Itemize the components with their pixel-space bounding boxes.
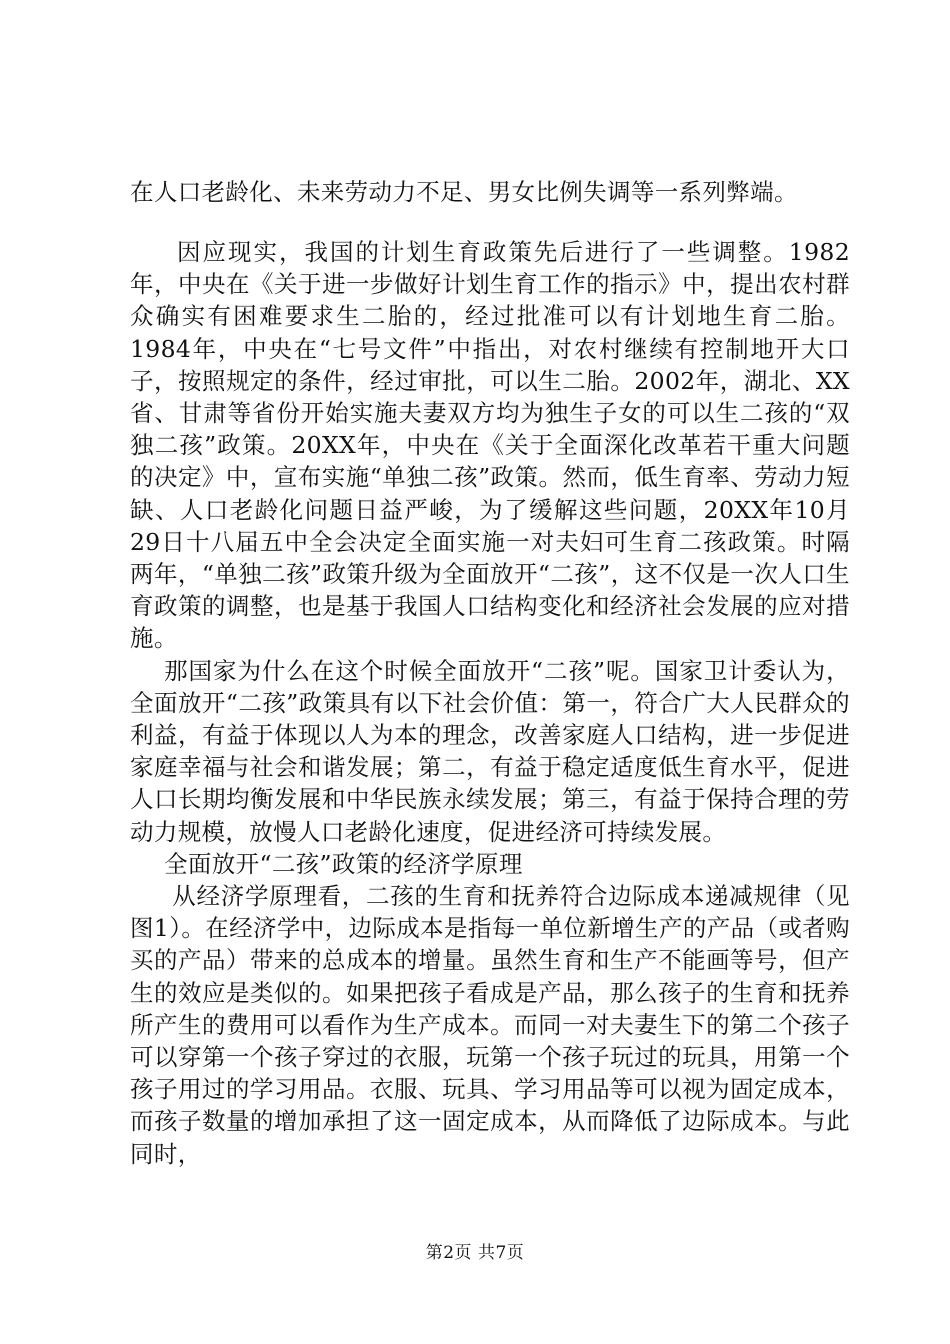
- paragraph-social-value: 那国家为什么在这个时候全面放开“二孩”呢。国家卫计委认为，全面放开“二孩”政策具有以下社会价值：第一，符合广大人民群众的利益，有益于体现以人为本的理念，改善家庭人口结构，进一步促进家庭幸福与社会和谐发展；第二，有益于稳定适度低生育水平，促进人口长期均衡发展和中华民族永续发展；第三，有益于保持合理的劳动力规模，放慢人口老龄化速度，促进经济可持续发展。: [130, 656, 850, 846]
- continuation-line: 在人口老龄化、未来劳动力不足、男女比例失调等一系列弊端。: [130, 178, 798, 206]
- body-text: [130, 236, 850, 1170]
- page-number-footer: 第2页 共7页: [425, 1243, 525, 1263]
- paragraph-marginal-cost: 从经济学原理看，二孩的生育和抚养符合边际成本递减规律（见图1）。在经济学中，边际成本是指每一单位新增生产的产品（或者购买的产品）带来的总成本的增量。虽然生育和生产不能画等号，但产生的效应是类似的。如果把孩子看成是产品，那么孩子的生育和抚养所产生的费用可以看作为生产成本。而同一对夫妻生下的第二个孩子可以穿第一个孩子穿过的衣服，玩第一个孩子玩过的玩具，用第一个孩子用过的学习用品。衣服、玩具、学习用品等可以视为固定成本，而孩子数量的增加承担了这一固定成本，从而降低了边际成本。与此同时，: [130, 882, 850, 1168]
- section-heading-economic-principle: 全面放开“二孩”政策的经济学原理: [164, 849, 523, 878]
- paragraph-policy-adjustments: 因应现实，我国的计划生育政策先后进行了一些调整。1982年，中央在《关于进一步做好计划生育工作的指示》中，提出农村群众确实有困难要求生二胎的，经过批准可以有计划地生育二胎。1984年，中央在“七号文件”中指出，对农村继续有控制地开大口子，按照规定的条件，经过审批，可以生二胎。2002年，湖北、XX省、甘肃等省份开始实施夫妻双方均为独生子女的可以生二孩的“双独二孩”政策。20XX年，中央在《关于全面深化改革若干重大问题的决定》中，宣布实施“单独二孩”政策。然而，低生育率、劳动力短缺、人口老龄化问题日益严峻，为了缓解这些问题，20XX年10月29日十八届五中全会决定全面实施一对夫妇可生育二孩政策。时隔两年，“单独二孩”政策升级为全面放开“二孩”，这不仅是一次人口生育政策的调整，也是基于我国人口结构变化和经济社会发展的应对措施。: [130, 238, 850, 653]
